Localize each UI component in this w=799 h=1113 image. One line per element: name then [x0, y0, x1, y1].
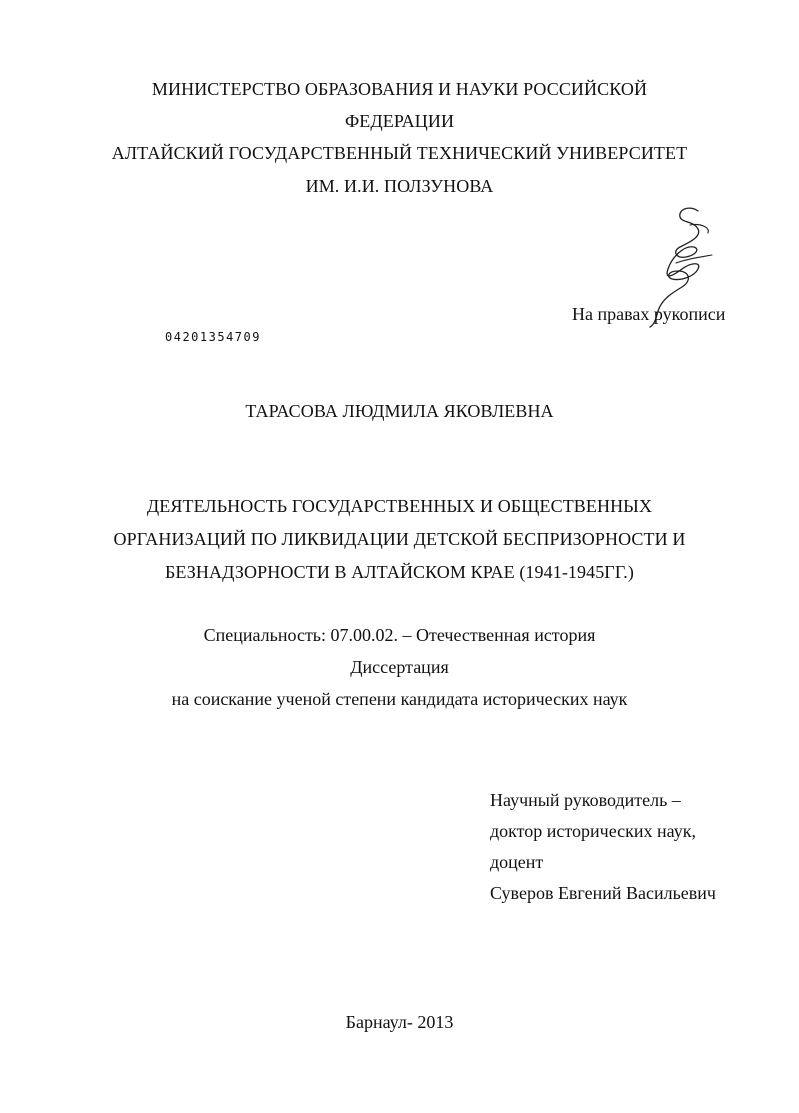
thesis-title-line-3: БЕЗНАДЗОРНОСТИ В АЛТАЙСКОМ КРАЕ (1941-1945ГГ.) — [165, 562, 634, 582]
city-year: Барнаул- 2013 — [345, 1012, 454, 1032]
thesis-title-line-2: ОРГАНИЗАЦИЙ ПО ЛИКВИДАЦИИ ДЕТСКОЙ БЕСПРИЗОРНОСТИ И — [113, 529, 686, 549]
thesis-title-line-1: ДЕЯТЕЛЬНОСТЬ ГОСУДАРСТВЕННЫХ И ОБЩЕСТВЕННЫХ — [146, 496, 653, 516]
ministry-line-1: МИНИСТЕРСТВО ОБРАЗОВАНИЯ И НАУКИ РОССИЙСКОЙ — [151, 79, 648, 99]
manuscript-note: На правах рукописи — [572, 304, 726, 324]
ministry-line-2: ФЕДЕРАЦИИ — [344, 111, 455, 131]
degree-line: на соискание ученой степени кандидата исторических наук — [171, 689, 628, 709]
supervisor-label: Научный руководитель – — [490, 790, 681, 810]
university-line-2: ИМ. И.И. ПОЛЗУНОВА — [305, 176, 494, 196]
catalog-number: 04201354709 — [165, 330, 261, 344]
supervisor-title: доцент — [490, 852, 544, 872]
supervisor-degree: доктор исторических наук, — [490, 821, 696, 841]
specialty: Специальность: 07.00.02. – Отечественная история — [203, 625, 596, 645]
document-type: Диссертация — [350, 657, 449, 677]
supervisor-name: Суверов Евгений Васильевич — [490, 883, 716, 903]
university-line-1: АЛТАЙСКИЙ ГОСУДАРСТВЕННЫЙ ТЕХНИЧЕСКИЙ УНИВЕРСИТЕТ — [111, 143, 688, 163]
author-name: ТАРАСОВА ЛЮДМИЛА ЯКОВЛЕВНА — [245, 401, 554, 421]
